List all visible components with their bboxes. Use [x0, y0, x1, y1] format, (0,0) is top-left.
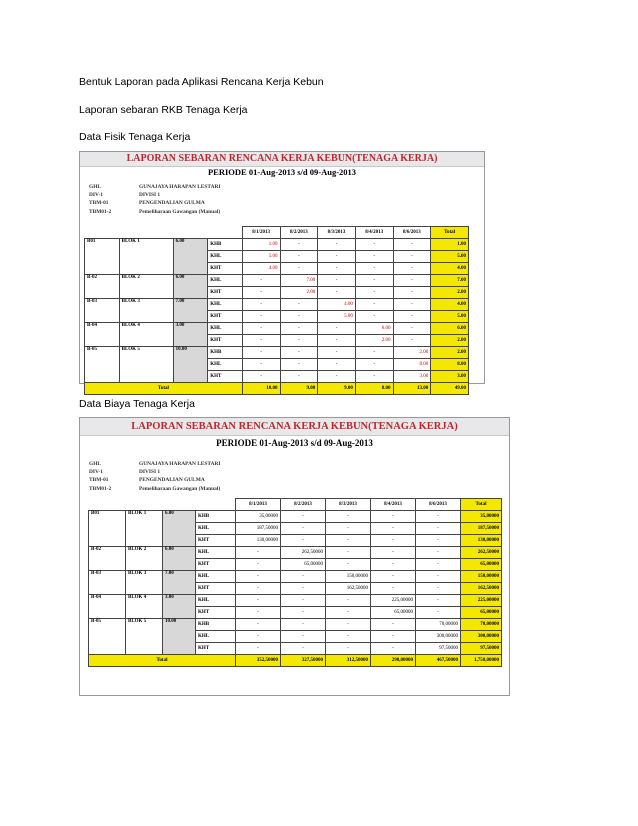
value-cell: 225,00000	[371, 595, 416, 607]
info-row	[89, 191, 220, 199]
worker-type-cell: KHL	[196, 547, 236, 559]
row-total-cell: 300,00000	[461, 631, 502, 643]
row-total-cell: 5.00	[431, 251, 469, 263]
value-cell: -	[281, 607, 326, 619]
date-column-header: 8/6/2013	[416, 499, 461, 511]
value-cell: -	[242, 323, 280, 335]
value-cell: -	[393, 275, 431, 287]
worker-type-cell: KHB	[196, 511, 236, 523]
value-cell: -	[371, 571, 416, 583]
row-total-cell: 97,50000	[461, 643, 502, 655]
worker-type-cell: KHL	[196, 631, 236, 643]
value-cell: -	[355, 371, 393, 383]
value-cell: 300,00000	[416, 631, 461, 643]
value-cell: -	[371, 547, 416, 559]
area-cell: 10.00	[173, 347, 208, 383]
value-cell: -	[236, 559, 281, 571]
area-cell: 3.00	[163, 595, 196, 619]
value-cell: 8.00	[393, 359, 431, 371]
info-key: DIV-1	[89, 192, 103, 199]
table-row	[89, 511, 502, 523]
value-cell: -	[393, 251, 431, 263]
block-name-cell: BLOK 3	[119, 299, 173, 323]
info-value: GUNAJAYA HARAPAN LESTARI	[139, 461, 221, 468]
value-cell: -	[242, 371, 280, 383]
value-cell: -	[236, 607, 281, 619]
date-column-header: 8/1/2013	[236, 499, 281, 511]
date-column-header: 8/3/2013	[326, 499, 371, 511]
total-label: Total	[89, 655, 236, 667]
row-total-cell: 1.00	[431, 239, 469, 251]
column-total-cell: 10.00	[242, 383, 280, 395]
header-spacer	[208, 227, 243, 239]
block-name-cell: BLOK 3	[126, 571, 163, 595]
block-code-cell: B-03	[89, 571, 126, 595]
value-cell: -	[355, 275, 393, 287]
report-period: PERIODE 01-Aug-2013 s/d 09-Aug-2013	[216, 438, 373, 448]
date-column-header: 8/4/2013	[355, 227, 393, 239]
row-total-cell: 7.00	[431, 275, 469, 287]
value-cell: -	[318, 371, 356, 383]
info-key: GHL	[89, 184, 101, 191]
value-cell: -	[280, 335, 318, 347]
value-cell: -	[281, 643, 326, 655]
value-cell: -	[371, 619, 416, 631]
value-cell: -	[280, 359, 318, 371]
area-cell: 6.00	[163, 511, 196, 547]
value-cell: -	[326, 607, 371, 619]
info-value: DIVISI 1	[139, 469, 161, 476]
block-name-cell: BLOK 5	[126, 619, 163, 655]
row-total-cell: 162,50000	[461, 583, 502, 595]
table-row	[89, 595, 502, 607]
info-value: Pemeliharaan Gawangan (Manual)	[139, 208, 221, 215]
value-cell: 2.00	[393, 347, 431, 359]
data-table	[84, 226, 469, 395]
block-name-cell: BLOK 4	[119, 323, 173, 347]
value-cell: -	[281, 595, 326, 607]
row-total-cell: 225,00000	[461, 595, 502, 607]
value-cell: -	[355, 347, 393, 359]
value-cell: -	[280, 371, 318, 383]
value-cell: -	[236, 619, 281, 631]
value-cell: -	[281, 535, 326, 547]
table-row	[85, 239, 469, 251]
value-cell: -	[326, 511, 371, 523]
row-total-cell: 4.00	[431, 299, 469, 311]
block-name-cell: BLOK 1	[119, 239, 173, 275]
total-row	[89, 655, 502, 667]
value-cell: -	[280, 239, 318, 251]
row-total-cell: 70,00000	[461, 619, 502, 631]
report-period: PERIODE 01-Aug-2013 s/d 09-Aug-2013	[207, 167, 357, 177]
info-value: GUNAJAYA HARAPAN LESTARI	[139, 184, 221, 191]
worker-type-cell: KHT	[208, 311, 243, 323]
value-cell: -	[281, 583, 326, 595]
row-total-cell: 6.00	[431, 323, 469, 335]
value-cell: -	[281, 619, 326, 631]
worker-type-cell: KHL	[196, 595, 236, 607]
report-title: LAPORAN SEBARAN RENCANA KERJA KEBUN(TENAGA KERJA)	[80, 152, 484, 167]
column-total-cell: 467,50000	[416, 655, 461, 667]
value-cell: -	[326, 631, 371, 643]
worker-type-cell: KHT	[196, 583, 236, 595]
paragraph-subtitle: Laporan sebaran RKB Tenaga Kerja	[79, 104, 248, 116]
value-cell: -	[326, 523, 371, 535]
value-cell: -	[355, 299, 393, 311]
value-cell: -	[236, 595, 281, 607]
value-cell: 65,00000	[371, 607, 416, 619]
value-cell: -	[281, 571, 326, 583]
value-cell: -	[280, 251, 318, 263]
column-total-cell: 352,50000	[236, 655, 281, 667]
info-key: TBM01-2	[89, 485, 112, 492]
value-cell: -	[281, 511, 326, 523]
column-total-cell: 290,00000	[371, 655, 416, 667]
worker-type-cell: KHL	[208, 275, 243, 287]
area-cell: 3.00	[173, 323, 208, 347]
value-cell: -	[280, 347, 318, 359]
header-spacer	[119, 227, 173, 239]
value-cell: 65,00000	[281, 559, 326, 571]
worker-type-cell: KHT	[196, 535, 236, 547]
value-cell: -	[371, 631, 416, 643]
paragraph-fisik: Data Fisik Tenaga Kerja	[79, 131, 191, 143]
area-cell: 7.00	[163, 571, 196, 595]
row-total-cell: 3.00	[431, 371, 469, 383]
value-cell: -	[416, 583, 461, 595]
report-fisik	[79, 151, 485, 391]
column-total-cell: 312,50000	[326, 655, 371, 667]
value-cell: -	[371, 643, 416, 655]
date-column-header: 8/4/2013	[371, 499, 416, 511]
value-cell: -	[371, 535, 416, 547]
block-name-cell: BLOK 1	[126, 511, 163, 547]
row-total-cell: 8.00	[431, 359, 469, 371]
value-cell: -	[416, 571, 461, 583]
table-row	[85, 275, 469, 287]
value-cell: 262,50000	[281, 547, 326, 559]
info-key: GHL	[89, 461, 101, 468]
worker-type-cell: KHB	[208, 347, 243, 359]
block-code-cell: B-02	[85, 275, 120, 299]
block-name-cell: BLOK 5	[119, 347, 173, 383]
worker-type-cell: KHL	[208, 359, 243, 371]
column-total-cell: 8.00	[355, 383, 393, 395]
row-total-cell: 2.00	[431, 335, 469, 347]
area-cell: 10.00	[163, 619, 196, 655]
worker-type-cell: KHT	[196, 643, 236, 655]
info-key: TBM-01	[89, 477, 109, 484]
worker-type-cell: KHT	[196, 607, 236, 619]
value-cell: -	[318, 335, 356, 347]
worker-type-cell: KHT	[208, 371, 243, 383]
row-total-cell: 35,00000	[461, 511, 502, 523]
grand-total-cell: 1,750,00000	[461, 655, 502, 667]
worker-type-cell: KHL	[208, 323, 243, 335]
table-row	[89, 571, 502, 583]
value-cell: 187,50000	[236, 523, 281, 535]
value-cell: -	[371, 583, 416, 595]
table-row	[89, 547, 502, 559]
info-value: DIVISI 1	[139, 192, 161, 199]
info-row	[89, 468, 220, 476]
paragraph-intro: Bentuk Laporan pada Aplikasi Rencana Kerja Kebun	[79, 76, 324, 88]
value-cell: -	[393, 311, 431, 323]
value-cell: -	[416, 523, 461, 535]
header-spacer	[173, 227, 208, 239]
report-info	[89, 460, 220, 493]
row-total-cell: 65,00000	[461, 559, 502, 571]
value-cell: -	[236, 571, 281, 583]
date-column-header: 8/6/2013	[393, 227, 431, 239]
report-info	[89, 183, 220, 216]
date-column-header: 8/2/2013	[280, 227, 318, 239]
info-row	[89, 460, 220, 468]
value-cell: -	[416, 595, 461, 607]
info-row	[89, 485, 220, 493]
value-cell: -	[393, 299, 431, 311]
value-cell: -	[393, 323, 431, 335]
value-cell: -	[318, 323, 356, 335]
value-cell: -	[371, 511, 416, 523]
value-cell: -	[280, 323, 318, 335]
row-total-cell: 5.00	[431, 311, 469, 323]
worker-type-cell: KHT	[208, 287, 243, 299]
row-total-cell: 130,00000	[461, 535, 502, 547]
value-cell: -	[236, 631, 281, 643]
column-total-cell: 9.00	[318, 383, 356, 395]
column-total-cell: 327,50000	[281, 655, 326, 667]
info-key: DIV-1	[89, 469, 103, 476]
info-value: Pemeliharaan Gawangan (Manual)	[139, 485, 221, 492]
value-cell: -	[326, 595, 371, 607]
column-total-cell: 9.00	[280, 383, 318, 395]
value-cell: 2.00	[280, 287, 318, 299]
value-cell: -	[280, 299, 318, 311]
report-biaya	[79, 417, 510, 696]
value-cell: -	[416, 511, 461, 523]
value-cell: -	[393, 263, 431, 275]
value-cell: 3.00	[393, 371, 431, 383]
value-cell: -	[281, 631, 326, 643]
info-value: PENGENDALIAN GULMA	[139, 477, 205, 484]
block-name-cell: BLOK 2	[126, 547, 163, 571]
grand-total-cell: 49.00	[431, 383, 469, 395]
table-row	[85, 323, 469, 335]
worker-type-cell: KHL	[196, 523, 236, 535]
value-cell: 35,00000	[236, 511, 281, 523]
row-total-cell: 262,50000	[461, 547, 502, 559]
value-cell: -	[242, 299, 280, 311]
worker-type-cell: KHL	[208, 251, 243, 263]
value-cell: -	[242, 359, 280, 371]
data-table	[88, 498, 502, 667]
info-value: PENGENDALIAN GULMA	[139, 200, 205, 207]
row-total-cell: 2.00	[431, 347, 469, 359]
worker-type-cell: KHL	[196, 571, 236, 583]
value-cell: -	[318, 287, 356, 299]
table-row	[89, 619, 502, 631]
value-cell: -	[393, 335, 431, 347]
worker-type-cell: KHT	[208, 335, 243, 347]
value-cell: -	[318, 275, 356, 287]
date-column-header: 8/1/2013	[242, 227, 280, 239]
value-cell: -	[318, 239, 356, 251]
total-column-header: Total	[431, 227, 469, 239]
value-cell: -	[326, 535, 371, 547]
report-title: LAPORAN SEBARAN RENCANA KERJA KEBUN(TENAGA KERJA)	[80, 418, 509, 436]
value-cell: -	[326, 643, 371, 655]
value-cell: -	[318, 251, 356, 263]
worker-type-cell: KHB	[208, 239, 243, 251]
value-cell: 4.00	[242, 263, 280, 275]
value-cell: -	[242, 287, 280, 299]
row-total-cell: 65,00000	[461, 607, 502, 619]
info-row	[89, 183, 220, 191]
value-cell: 5.00	[242, 251, 280, 263]
area-cell: 6.00	[173, 239, 208, 275]
paragraph-biaya: Data Biaya Tenaga Kerja	[79, 398, 195, 410]
value-cell: 130,00000	[236, 535, 281, 547]
block-code-cell: B-04	[89, 595, 126, 619]
info-row	[89, 208, 220, 216]
value-cell: -	[242, 311, 280, 323]
value-cell: -	[355, 239, 393, 251]
worker-type-cell: KHB	[196, 619, 236, 631]
value-cell: 150,00000	[326, 571, 371, 583]
value-cell: -	[416, 547, 461, 559]
value-cell: -	[355, 359, 393, 371]
value-cell: -	[393, 239, 431, 251]
area-cell: 6.00	[163, 547, 196, 571]
value-cell: -	[416, 607, 461, 619]
value-cell: -	[416, 535, 461, 547]
block-code-cell: B-02	[89, 547, 126, 571]
block-name-cell: BLOK 4	[126, 595, 163, 619]
row-total-cell: 4.00	[431, 263, 469, 275]
header-spacer	[89, 499, 126, 511]
value-cell: -	[355, 263, 393, 275]
header-spacer	[85, 227, 120, 239]
date-column-header: 8/3/2013	[318, 227, 356, 239]
block-code-cell: B-05	[85, 347, 120, 383]
header-spacer	[163, 499, 196, 511]
block-name-cell: BLOK 2	[119, 275, 173, 299]
value-cell: -	[280, 263, 318, 275]
worker-type-cell: KHT	[196, 559, 236, 571]
header-spacer	[126, 499, 163, 511]
value-cell: -	[393, 287, 431, 299]
value-cell: -	[326, 619, 371, 631]
value-cell: -	[318, 347, 356, 359]
value-cell: 1.00	[242, 239, 280, 251]
value-cell: 162,50000	[326, 583, 371, 595]
value-cell: -	[355, 287, 393, 299]
date-column-header: 8/2/2013	[281, 499, 326, 511]
table-row	[85, 347, 469, 359]
value-cell: 7.00	[280, 275, 318, 287]
info-row	[89, 199, 220, 207]
block-code-cell: B01	[89, 511, 126, 547]
value-cell: 4.00	[318, 299, 356, 311]
total-label: Total	[85, 383, 243, 395]
info-key: TBM01-2	[89, 208, 112, 215]
value-cell: 6.00	[355, 323, 393, 335]
value-cell: -	[236, 583, 281, 595]
value-cell: -	[242, 335, 280, 347]
value-cell: -	[280, 311, 318, 323]
value-cell: -	[281, 523, 326, 535]
block-code-cell: B-04	[85, 323, 120, 347]
value-cell: 97,50000	[416, 643, 461, 655]
total-row	[85, 383, 469, 395]
row-total-cell: 187,50000	[461, 523, 502, 535]
value-cell: -	[371, 559, 416, 571]
info-row	[89, 476, 220, 484]
value-cell: -	[326, 559, 371, 571]
table-row	[85, 299, 469, 311]
value-cell: -	[355, 311, 393, 323]
value-cell: 2.00	[355, 335, 393, 347]
value-cell: -	[318, 263, 356, 275]
worker-type-cell: KHL	[208, 299, 243, 311]
block-code-cell: B01	[85, 239, 120, 275]
total-column-header: Total	[461, 499, 502, 511]
value-cell: -	[416, 559, 461, 571]
value-cell: -	[371, 523, 416, 535]
row-total-cell: 150,00000	[461, 571, 502, 583]
value-cell: -	[236, 643, 281, 655]
info-key: TBM-01	[89, 200, 109, 207]
area-cell: 6.00	[173, 275, 208, 299]
block-code-cell: B-03	[85, 299, 120, 323]
value-cell: -	[242, 275, 280, 287]
value-cell: 70,00000	[416, 619, 461, 631]
value-cell: 5.00	[318, 311, 356, 323]
value-cell: -	[355, 251, 393, 263]
value-cell: -	[318, 359, 356, 371]
row-total-cell: 2.00	[431, 287, 469, 299]
header-spacer	[196, 499, 236, 511]
value-cell: -	[326, 547, 371, 559]
value-cell: -	[236, 547, 281, 559]
area-cell: 7.00	[173, 299, 208, 323]
column-total-cell: 13.00	[393, 383, 431, 395]
value-cell: -	[242, 347, 280, 359]
block-code-cell: B-05	[89, 619, 126, 655]
worker-type-cell: KHT	[208, 263, 243, 275]
